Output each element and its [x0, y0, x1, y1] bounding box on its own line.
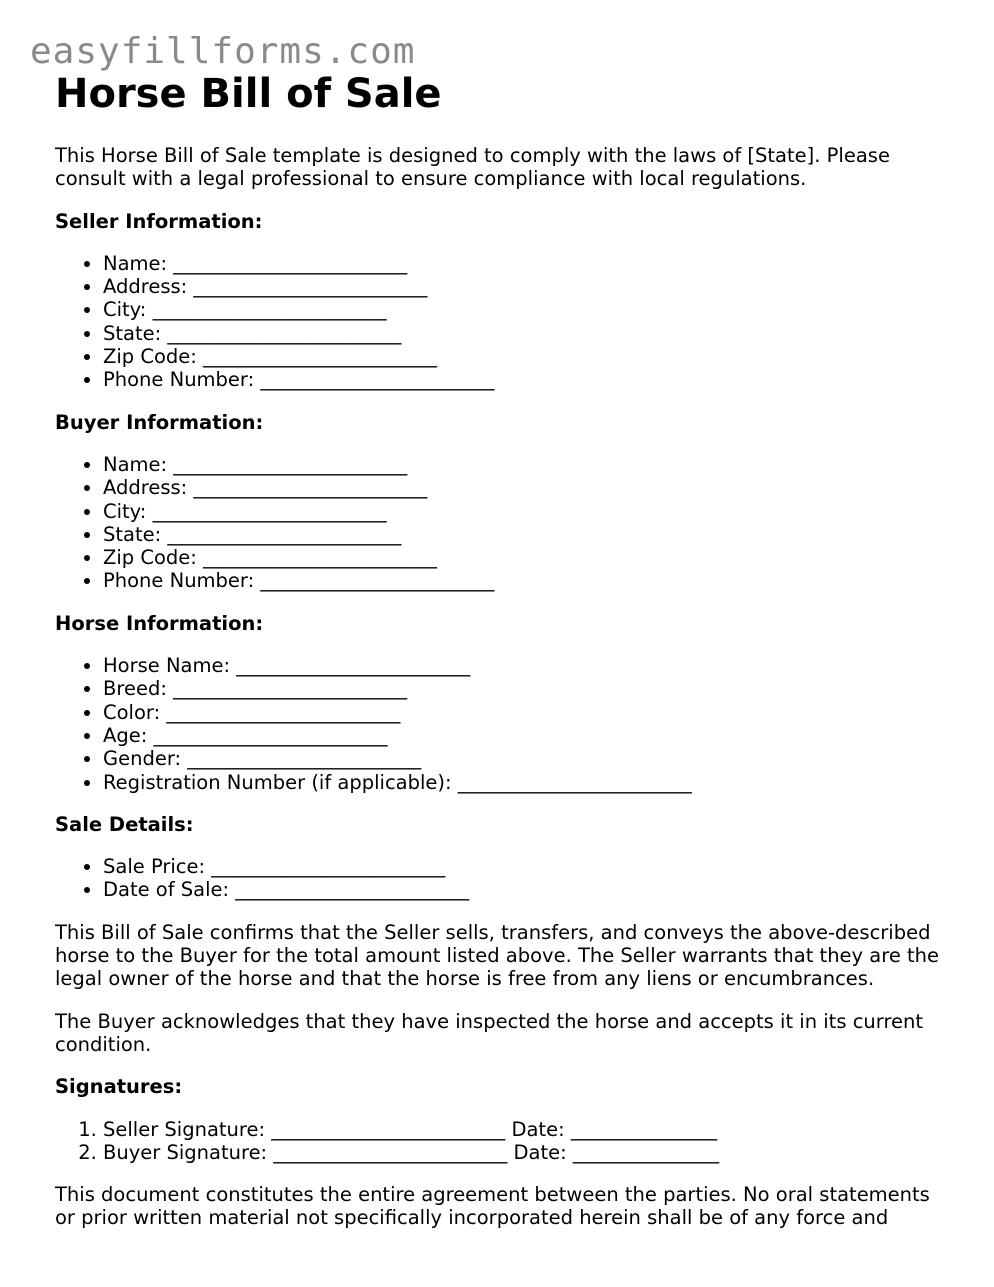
buyer-zip-field: • Zip Code: ________________________ [103, 546, 945, 569]
seller-signature-line: 1. Seller Signature: ________________________ Date: _______________ [103, 1118, 945, 1141]
horse-fields-list [55, 654, 945, 794]
buyer-heading: Buyer Information: [55, 410, 264, 434]
seller-heading: Seller Information: [55, 209, 263, 233]
buyer-phone-field: • Phone Number: ________________________ [103, 569, 945, 592]
horse-age-field: • Age: ________________________ [103, 724, 945, 747]
acknowledgement-paragraph: The Buyer acknowledges that they have inspected the horse and accepts it in its current condition. [55, 1009, 924, 1056]
sale-heading: Sale Details: [55, 812, 194, 836]
sale-date-field: • Date of Sale: ________________________ [103, 878, 945, 901]
document-title: Horse Bill of Sale [55, 71, 442, 117]
sale-price-field: • Sale Price: ________________________ [103, 855, 945, 878]
seller-state-field: • State: ________________________ [103, 322, 945, 345]
intro-paragraph: This Horse Bill of Sale template is designed to comply with the laws of [State]. Please consult with a legal professional to ensure compliance with local regulations. [55, 144, 890, 191]
horse-name-field: • Horse Name: ________________________ [103, 654, 945, 677]
confirmation-paragraph: This Bill of Sale confirms that the Seller sells, transfers, and conveys the above-described horse to the Buyer for the total amount listed above. The Seller warrants that they are the legal owner of the horse and that the horse is free from any liens or encumbrances. [55, 920, 940, 991]
horse-heading: Horse Information: [55, 611, 264, 635]
signatures-list [55, 1118, 945, 1165]
document-body [55, 70, 945, 1230]
horse-registration-field: • Registration Number (if applicable): ________________________ [103, 771, 945, 794]
watermark-text: easyfillforms.com [30, 31, 416, 72]
buyer-address-field: • Address: ________________________ [103, 476, 945, 499]
seller-address-field: • Address: ________________________ [103, 275, 945, 298]
seller-zip-field: • Zip Code: ________________________ [103, 345, 945, 368]
horse-gender-field: • Gender: ________________________ [103, 747, 945, 770]
buyer-signature-line: 2. Buyer Signature: ________________________ Date: _______________ [103, 1141, 945, 1164]
horse-color-field: • Color: ________________________ [103, 701, 945, 724]
signatures-heading: Signatures: [55, 1075, 183, 1099]
buyer-state-field: • State: ________________________ [103, 523, 945, 546]
seller-name-field: • Name: ________________________ [103, 252, 945, 275]
sale-fields-list [55, 855, 945, 902]
buyer-name-field: • Name: ________________________ [103, 453, 945, 476]
buyer-fields-list [55, 453, 945, 593]
seller-fields-list [55, 252, 945, 392]
seller-phone-field: • Phone Number: ________________________ [103, 368, 945, 391]
buyer-city-field: • City: ________________________ [103, 500, 945, 523]
closing-paragraph: This document constitutes the entire agreement between the parties. No oral statements or prior written material not specifically incorporated herein shall be of any force and [55, 1183, 930, 1230]
seller-city-field: • City: ________________________ [103, 298, 945, 321]
horse-breed-field: • Breed: ________________________ [103, 677, 945, 700]
